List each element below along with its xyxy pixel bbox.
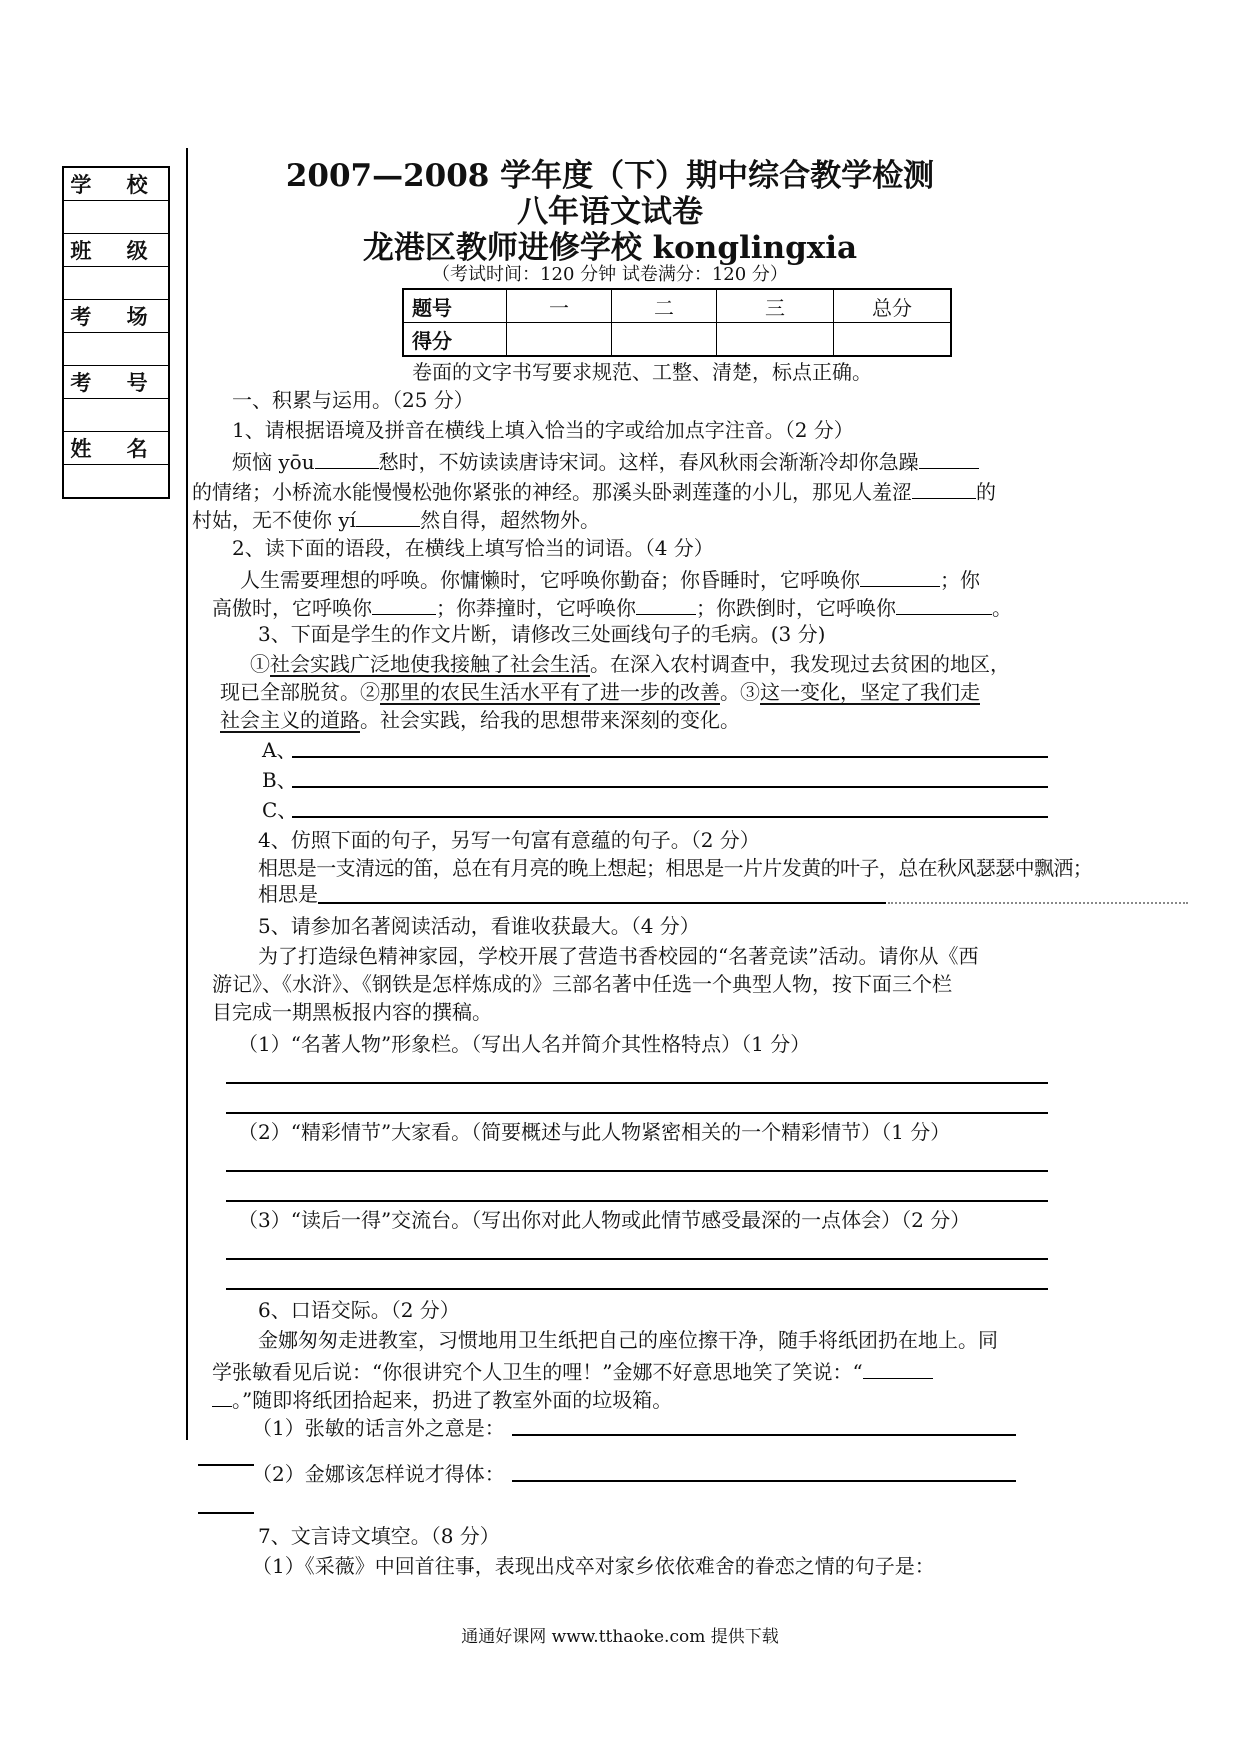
score-input-cell[interactable] [717, 323, 834, 357]
q4-prompt: 相思是 [258, 882, 318, 906]
q6-para-line3 [212, 1384, 672, 1414]
answer-line-c[interactable] [292, 816, 1048, 818]
score-header-cell: 一 [507, 289, 612, 323]
school-label: 学 校 [63, 167, 169, 201]
q6-sub2: （2）金娜该怎样说才得体： [252, 1462, 505, 1486]
q1-blank[interactable] [315, 446, 379, 469]
q2-blank[interactable] [896, 592, 992, 615]
name-label: 姓 名 [63, 432, 169, 465]
q6-para: 金娜匆匆走进教室，习惯地用卫生纸把自己的座位擦干净，随手将纸团扔在地上。同 [258, 1328, 998, 1352]
q1-line1 [232, 446, 979, 476]
q1-text: 的 [976, 480, 996, 504]
school-field[interactable] [63, 201, 169, 234]
q5-answer-line[interactable] [226, 1112, 1048, 1114]
score-header-cell: 三 [717, 289, 834, 323]
q6-text: 学张敏看见后说：“你很讲究个人卫生的哩！”金娜不好意思地笑了笑说：“ [212, 1360, 863, 1384]
q6-para-line2 [212, 1356, 933, 1386]
q5-sub1: （1）“名著人物”形象栏。（写出人名并简介其性格特点）（1 分） [238, 1032, 811, 1056]
answer-label-c: C、 [262, 798, 298, 822]
q5-answer-line[interactable] [226, 1082, 1048, 1084]
q1-text: 然自得，超然物外。 [420, 508, 601, 532]
q1-line2 [192, 476, 996, 506]
score-header-cell: 二 [612, 289, 717, 323]
student-info-table [62, 166, 170, 499]
room-label: 考 场 [63, 300, 169, 333]
score-input-cell[interactable] [834, 323, 952, 357]
q1-title: 1、请根据语境及拼音在横线上填入恰当的字或给加点字注音。（2 分） [232, 418, 854, 442]
q6-blank[interactable] [863, 1356, 933, 1379]
q1-text: 烦恼 yōu [232, 450, 315, 474]
binding-line [186, 148, 188, 1440]
q5-sub2: （2）“精彩情节”大家看。（简要概述与此人物紧密相关的一个精彩情节）（1 分） [238, 1120, 951, 1144]
q4-title: 4、仿照下面的句子，另写一句富有意蕴的句子。（2 分） [258, 828, 760, 852]
q2-text: ；你莽撞时，它呼唤你 [436, 596, 636, 620]
q2-text: ；你跌倒时，它呼唤你 [696, 596, 896, 620]
q4-answer-line[interactable] [318, 902, 886, 904]
answer-line-b[interactable] [292, 786, 1048, 788]
q3-underlined-sentence: 社会实践广泛地使我接触了社会生活 [270, 652, 590, 676]
q3-text: 现已全部脱贫。② [220, 680, 380, 704]
q5-answer-line[interactable] [226, 1170, 1048, 1172]
number-label: 考 号 [63, 366, 169, 399]
q3-para-line2 [220, 678, 980, 706]
q1-blank[interactable] [912, 476, 976, 499]
room-field[interactable] [63, 333, 169, 366]
score-table [402, 288, 952, 357]
q5-answer-line[interactable] [226, 1200, 1048, 1202]
q2-line1 [240, 564, 980, 594]
score-header-row [403, 289, 951, 323]
answer-label-a: A、 [262, 738, 297, 762]
q1-text: 愁时，不妨读读唐诗宋词。这样，春风秋雨会渐渐冷却你急躁 [378, 450, 919, 474]
q1-line3 [192, 504, 600, 534]
q1-text: 村姑，无不使你 yí [192, 508, 357, 532]
number-field[interactable] [63, 399, 169, 432]
q7-title: 7、文言诗文填空。（8 分） [258, 1524, 500, 1548]
q6-answer-line[interactable] [512, 1480, 1016, 1482]
exam-title: 2007—2008 学年度（下）期中综合教学检测 [285, 158, 935, 194]
q5-answer-line[interactable] [226, 1258, 1048, 1260]
section1-heading: 一、积累与运用。（25 分） [232, 388, 474, 412]
q3-title: 3、下面是学生的作文片断，请修改三处画线句子的毛病。(3 分) [258, 622, 826, 646]
answer-line-a[interactable] [292, 756, 1048, 758]
q3-underlined-sentence: 社会主义的道路 [220, 708, 360, 732]
q6-blank[interactable] [212, 1384, 232, 1407]
q5-sub3: （3）“读后一得”交流台。（写出你对此人物或此情节感受最深的一点体会）（2 分） [238, 1208, 971, 1232]
q2-line2 [212, 592, 1012, 622]
q6-answer-line[interactable] [198, 1512, 254, 1514]
q1-blank[interactable] [356, 504, 420, 527]
q6-answer-line[interactable] [512, 1434, 1016, 1436]
q6-title: 6、口语交际。（2 分） [258, 1298, 460, 1322]
q7-sub1: （1）《采薇》中回首往事，表现出戍卒对家乡依依难舍的眷恋之情的句子是： [252, 1554, 935, 1578]
q2-text: 高傲时，它呼唤你 [212, 596, 372, 620]
q5-title: 5、请参加名著阅读活动，看谁收获最大。（4 分） [258, 914, 700, 938]
q2-blank[interactable] [372, 592, 436, 615]
score-header-cell: 总分 [834, 289, 952, 323]
q3-underlined-sentence: 这一变化，坚定了我们走 [760, 680, 980, 704]
q2-text: 人生需要理想的呼唤。你慵懒时，它呼唤你勤奋；你昏睡时，它呼唤你 [240, 568, 860, 592]
q5-para: 为了打造绿色精神家园，学校开展了营造书香校园的“名著竞读”活动。请你从《西 [258, 944, 979, 968]
class-field[interactable] [63, 267, 169, 300]
q5-para: 游记》、《水浒》、《钢铁是怎样炼成的》三部名著中任选一个典型人物，按下面三个栏 [212, 972, 952, 996]
exam-author: 龙港区教师进修学校 konglingxia [362, 230, 858, 266]
q5-para: 目完成一期黑板报内容的撰稿。 [212, 1000, 492, 1024]
q1-text: 的情绪；小桥流水能慢慢松弛你紧张的神经。那溪头卧剥莲蓬的小儿，那见人羞涩 [192, 480, 912, 504]
q3-underlined-sentence: 那里的农民生活水平有了进一步的改善 [380, 680, 720, 704]
score-label-cell: 得分 [403, 323, 507, 357]
q1-blank[interactable] [919, 446, 979, 469]
exam-info: （考试时间：120 分钟 试卷满分：120 分） [432, 264, 788, 285]
q3-text: 。在深入农村调查中，我发现过去贫困的地区， [590, 652, 1010, 676]
q6-text: 。”随即将纸团拾起来，扔进了教室外面的垃圾箱。 [232, 1388, 673, 1412]
q3-text: ① [250, 652, 270, 676]
q2-blank[interactable] [636, 592, 696, 615]
q2-text: 。 [992, 596, 1012, 620]
score-header-cell: 题号 [403, 289, 507, 323]
q3-text: 。③ [720, 680, 760, 704]
q6-answer-line[interactable] [198, 1464, 254, 1466]
q5-answer-line[interactable] [226, 1288, 1048, 1290]
q3-text: 。社会实践，给我的思想带来深刻的变化。 [360, 708, 740, 732]
q2-title: 2、读下面的语段，在横线上填写恰当的词语。（4 分） [232, 536, 714, 560]
page-footer: 通通好课网 www.tthaoke.com 提供下载 [461, 1627, 779, 1647]
q3-para-line1 [250, 650, 1010, 678]
score-input-cell[interactable] [507, 323, 612, 357]
exam-subtitle: 八年语文试卷 [517, 194, 703, 230]
q3-para-line3 [220, 706, 740, 734]
answer-label-b: B、 [262, 768, 297, 792]
name-field[interactable] [63, 465, 169, 499]
q2-text: ；你 [940, 568, 980, 592]
q2-blank[interactable] [860, 564, 940, 587]
class-label: 班 级 [63, 234, 169, 267]
q4-example: 相思是一支清远的笛，总在有月亮的晚上想起；相思是一片片发黄的叶子，总在秋风瑟瑟中飘洒； [258, 856, 1093, 880]
score-input-cell[interactable] [612, 323, 717, 357]
dotted-divider [888, 902, 1188, 904]
writing-notice: 卷面的文字书写要求规范、工整、清楚，标点正确。 [412, 360, 872, 384]
score-value-row [403, 323, 951, 357]
q6-sub1: （1）张敏的话言外之意是： [252, 1416, 505, 1440]
